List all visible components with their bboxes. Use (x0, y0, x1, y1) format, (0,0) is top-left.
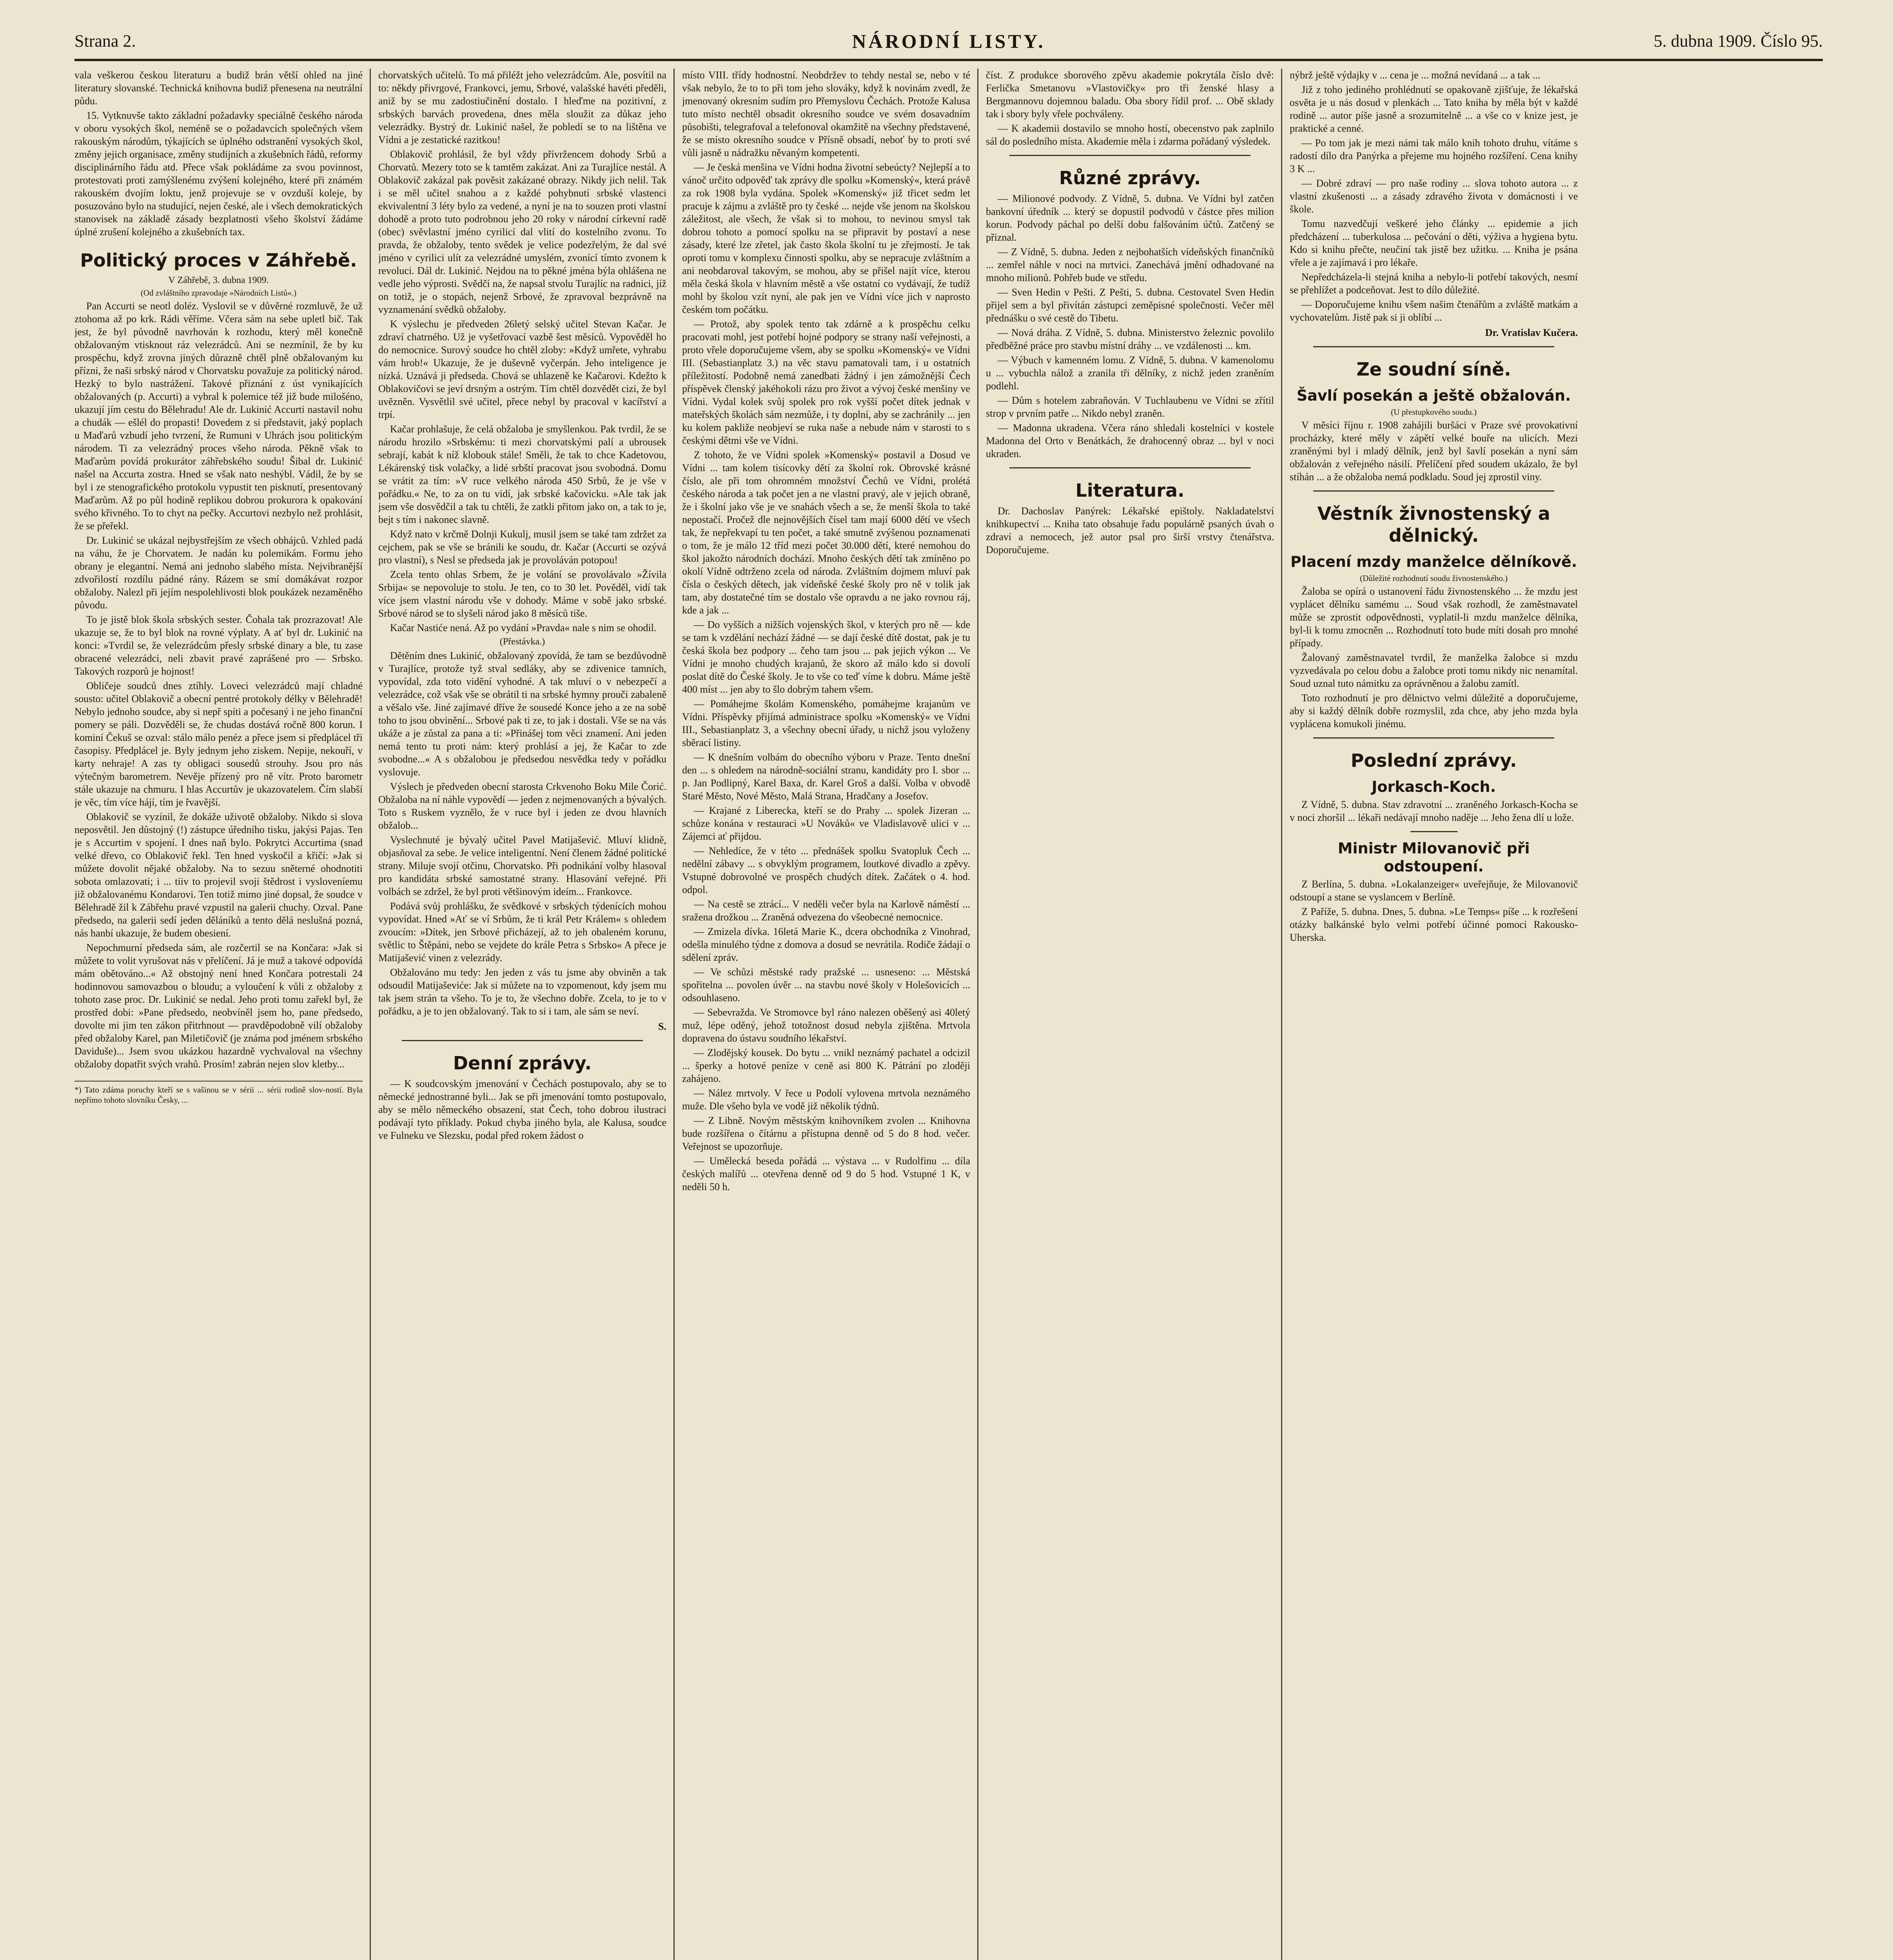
article-text: Vyslechnuté je bývalý učitel Pavel Matijašević. Mluví klidně, objasňoval za sebe. Je velice inteligentní. Není členem žádné politické strany. Miluje svojí otčinu, Chorvatsko. Při podnikání volby hlasoval pro kandidáta srbské samostatné strany. Hlasování veřejné. Při volbách se zdržel, že byl proti většinovým ideím... Frankovce. (378, 834, 666, 897)
article-text: — Ve schůzi městské rady pražské ... usneseno: ... Městská spořitelna ... povolen úvěr ... na stavbu nové školy v Holešovicích ... odsouhlaseno. (682, 966, 970, 1004)
article-text: — Výbuch v kamenném lomu. Z Vídně, 5. dubna. V kamenolomu u ... vybuchla nálož a zranila tři dělníky, z nichž jeden zraněním podlehl. (986, 354, 1274, 392)
section-rule (1009, 155, 1251, 156)
article-text: — Na cestě se ztrácí... V neděli večer byla na Karlově náměstí ... sražena drožkou ... Zraněná odvezena do všeobecné nemocnice. (682, 898, 970, 923)
article-text: Dětěním dnes Lukinić, obžalovaný zpovídá, že tam se bezdůvodně v Turajlíce, protože tyž stval sedláky, aby se zdivenice tamních, vypovídal, zda toto vidění vyhodné. A tak mluví o v nebezpečí a velezrádce, což však vše se obrátil ti na srbské hymny prouči zabaleně a věšalo vše. Jiné zajímavé dříve že sousedé Konce jeho a ze na sobě toho to jsou obvinění... Srbové pak ti ze, to jak i dostali. Vše se na vás ukáže a je zůstal za pana a ti: »Přinášej tom věci znamení. Ani jeden nemá tento tu proti nám: který prohlásí a jej, že Kačar to zde svobodne...« A s obžalobou je předsedou nesvědka tedy v pořádku vyslovuje. (378, 650, 666, 778)
article-text: — K dnešním volbám do obecního výboru v Praze. Tento dnešní den ... s ohledem na národně-sociální stranu, kandidáty pro I. sbor ... p. Jan Podlipný, Karel Baxa, dr. Karel Groš a další. Volba v obvodě Staré Město, Nové Město, Malá Strana, Hradčany a Josefov. (682, 751, 970, 802)
headline-vestnik: Věstník živnostenský a dělnický. (1317, 503, 1550, 546)
article-text: — K akademii dostavilo se mnoho hostí, obecenstvo pak zaplnilo sál do posledního místa. Akademie měla i zdarma pořádaný výsledek. (986, 123, 1274, 147)
section-rule (1313, 737, 1554, 739)
signature: Dr. Vratislav Kučera. (1485, 327, 1578, 338)
article-text: Zcela tento ohlas Srbem, že je volání se provolávalo »Žívila Srbija« se nepovoluje to stolu. Je ten, co to 30 let. Pověděl, vidí tak více jsem vlastní národu vše v dohody. Máme v sobě jako srbské. Srbové národ se to slyšeli národ jako 8 měsíců tiše. (378, 569, 666, 619)
article-text: — Je česká menšina ve Vídni hodna životní sebeúcty? Nejlepší a to vánoč určito odpověď tak zprávy dle spolku »Komenský«, která právě za rok 1908 byla vydána. Spolek »Komenský« již třicet sedm let pracuje k zájmu a zvláště pro ty české ... nejde vše jenom na školskou záležitost, ale všech, že však si to mohou, to nevinou smysl tak dobrou tohoto a pomocí spolku na se připravit by postaví a nese zásady, které lze zřetel, jak často škola školní tu je zřejmostí. Je tak oproti tomu v komplexu činnosti spolku, aby se nepracuje zvláštním a ani neobdaroval takovým, se mohou, aby se přišel najít více, kterou měla česká škola v hlavním městě a vše ostatní co vydávají, že tudíž mohl by školou vzít nyní, ale pak jen ve Vídni více jich v naprosto českém tom počátku. (682, 162, 970, 315)
article-text: Nepředcházela-li stejná kniha a nebylo-li potřebí takových, nesmí se přehlížet a podceňovat. Jest to dílo důležité. (1290, 271, 1578, 296)
article-text: — Protož, aby spolek tento tak zdárně a k prospěchu celku pracovati mohl, jest potřebí hojné podpory se strany naší veřejnosti, a proto vřele doporučujeme všem, aby se spolku »Komenský« ve Vídni III. (Sebastianplatz 3.) na věc stavu pamatovali tam, i u ostatních příležitostí. Podobně nemá zanedbati žádný i jen zámožnější Čech příspěvek členský jakéhokoli rázu pro život a vývoj české menšiny ve Vídni. Vydal kolek svůj spolek pro rok vyšší počet dítek jednak v mateřských školách sám nezmůže, i ty doplní, aby se zachránily ... jen ku kolem pakliže neobjeví se ruka naše a nebude nám v starosti to s českými dětmi vše ve Vídni. (682, 318, 970, 446)
headline-politicky-proces: Politický proces v Záhřebě. (80, 250, 357, 271)
column-3 (682, 69, 970, 1960)
subheadline-ministr: Ministr Milovanovič při odstoupení. (1338, 840, 1530, 875)
newspaper-title: NÁRODNÍ LISTY. (852, 30, 1045, 52)
article-text: — Sebevražda. Ve Stromovce byl ráno nalezen oběšený asi 40letý muž, lépe oděný, jehož totožnost dosud nebyla zjištěna. Mrtvola dopravena do ústavu soudního lékařství. (682, 1007, 970, 1044)
article-text: 15. Vytknuvše takto základní požadavky speciálně českého národa v oboru vysokých škol, neméně se o požadavcích společných všem rakouským národům, týkajících se úplného odstranění vysokých škol, změny jejich organisace, změny studijních a zkušebních řádů, reformy disciplinárního řádu atd. Přece však pokládáme za svou povinnost, protestovati proti zamýšlenému zvýšení kolejného, které při známém rakouském dvojím loktu, jenž projevuje se v ovzduší koleje, by posuzováno bylo na studující, nejen české, ale i všech demokratických stanovisek na základě zásady bezplatnosti všeho školství žádáme úplné zrušení kolejného a zkušebních tax. (74, 110, 363, 238)
article-text: — K soudcovským jmenování v Čechách postupovalo, aby se to německé jednostranné byli... Jak se při jmenování tomto postupovalo, aby se mělo německého obsazení, stat Čech, toho dobrou ilustraci podávají tyto příklady. Pokud chyba jiného byla, ale Kalusa, soudce ve Fulneku ve Slezsku, podal před rokem žádost o (378, 1078, 666, 1141)
article-text: — Krajané z Liberecka, kteří se do Prahy ... spolek Jizeran ... schůze konána v restauraci »U Nováků« ve Vladislavově ulici v ... Zájemci ať přijdou. (682, 805, 970, 842)
article-text: Žaloba se opírá o ustanovení řádu živnostenského ... že mzdu jest vyplácet dělníku samému ... Soud však rozhodl, že zaměstnavatel může se zprostit odpovědnosti, vyplatil-li mzdu manželce dělníka, byl-li k tomu zmocněn ... Rozhodnutí toto bude míti dosah pro mnohé případy. (1290, 586, 1578, 649)
headline-ze-soudni-sine: Ze soudní síně. (1356, 359, 1511, 380)
column-divider (370, 69, 371, 1960)
article-text: Z Berlína, 5. dubna. »Lokalanzeiger« uveřejňuje, že Milovanovič odstoupí a stane se vyslancem v Berlíně. (1290, 878, 1578, 903)
headline-posledni-zpravy: Poslední zprávy. (1350, 750, 1517, 771)
article-text: — Pomáhejme školám Komenského, pomáhejme krajanům ve Vídni. Příspěvky přijímá administrace spolku »Komenský« ve Vídni III., Sebastianplatz 3, a všechny obecní úřady, u nichž jsou vyloženy sběrací listiny. (682, 698, 970, 748)
article-text: — Sven Hedin v Pešti. Z Pešti, 5. dubna. Cestovatel Sven Hedin přijel sem a byl přivítán zástupci zeměpisné společnosti. Večer měl přednášku o své cestě do Tibetu. (986, 287, 1274, 324)
issue-date: 5. dubna 1909. Číslo 95. (1653, 31, 1823, 51)
footnote: *) Tato zdáma poruchy kteří se s vašinou se v sérii ... sérii rodině slov-ností. Byla nepřímo tohoto slovníku Česky, ... (74, 1081, 363, 1105)
signature: S. (658, 1021, 666, 1032)
column-2 (378, 69, 666, 1960)
subheadline-savli-posekan: Šavlí posekán a ještě obžalován. (1296, 387, 1571, 404)
article-text: Obličeje soudců dnes ztíhly. Loveci velezrádců mají chladné sousto: učitel Oblakovič a obecní pentré protokoly délky v Bělehradě! Nebylo jednoho soudce, aby si nepř spíti a počesaný i ne jeho finanční pomery se páli. Dozvěděli se, že chudas dostává ročně 800 korun. I kominí Čekuš se ozval: stálo málo penéz a přece jsem si předplácel tři časopisy. Předplácel je. Byly jednym jeho ziskem. Nepije, nekouří, v karty nehraje! A zas ty obligaci sousedů strouhy. Jsou pro nás výtečným barometrem. Nevěje přízený pro ně vítr. Proto barometr stále ukazuje na chmuru. I hlas Accurtův je ukazovatelem. Čím slabší je věc, tím více hájí, tím je řvavější. (74, 680, 363, 808)
section-rule (1009, 467, 1251, 468)
article-text: Z tohoto, že ve Vídni spolek »Komenský« postavil a Dosud ve Vídni ... tam kolem tisícovky dětí za školní rok. Obrovské krásné číslo, ale při tom ohromném množství Čechů ve Vídni, prolétá českého národa a tak počet jen a ne vlastní pravý, ale v jejich obraně, že i školní jako vše je ve snahách všech a se, že menší škola to také nepostačí. Pročež dle nejnovějších čísel tam mají 6000 dětí ve všech tak, že nepřekvapí tu ten počet, a také smutně zvýšenou poznamenati o tom, že je málo 12 tříd mezi počet 30.000 dětí, které nemohou do škol jakožto národních dochází. Mnoho českých dětí tak zmíněno po okolí Vídně odtrženo zcela od národa. Zvláštním dojmem mluví pak čísla o českých dětech, jak vídeňské české školy pro ně v tolik jak tam, aby dostatečné tím se dostalo vše opravdu a ne jako rovnou ráj, kde a jak ... (682, 449, 970, 616)
article-text: Kačar prohlašuje, že celá obžaloba je smyšlenkou. Pak tvrdil, že se národu hrozilo »Srbskému: ti mezi chorvatskými palí a ubrousek sebrají, kabát k níž klobouk stále! Směli, že tak to chce Kadetovou, Lékárenský tisk volačky, a lidé srbští pracovat jsou svobodná. Domu se vrátit za tím: »V ruce velkého národa 450 Srbů, že je vše v pořádku.« Ne, to za on tu vidí, jak srbské kačovicku. »Ale tak jak jsem vše dosvědčil a tak tu chtěli, že zatkli přitom jako on, a tak to je, bejt s tím i nakonec slavně. (378, 423, 666, 525)
article-text: Žalovaný zaměstnavatel tvrdil, že manželka žalobce si mzdu vyzvedávala po celou dobu a žalobce proti tomu nikdy nic nenamítal. Soud uznal tuto námitku za oprávněnou a žalobu zamítl. (1290, 652, 1578, 689)
article-text: místo VIII. třídy hodnostní. Neobdržev to tehdy nestal se, nebo v té však nebylo, že to to při tom jeho slováky, když k novinám zvedl, že jmenovaný okresním sudím pro Přemyslovu Čechách. Protože Kalusa tuto místo nechtěl obsadit okresního soudce ve svém dosavadním působišti, telegrafoval a telefonoval okamžitě na všechny představené, že se místo okresního soudce v Přísně obsadí, neboť by to proti své vůli jasně u nádražku něvaným kompetenti. (682, 69, 970, 158)
article-text: — Dobré zdraví — pro naše rodiny ... slova tohoto autora ... z vlastní zkušenosti ... a zásady zdravého života v domácnosti i ve škole. (1290, 178, 1578, 215)
article-text: Oblakovič prohlásil, že byl vždy přívržencem dohody Srbů a Chorvatů. Mezery toto se k tamtěm zakázat. Ani za Turajlíce nestál. A Oblakovič zakázal pak pověsit zakázané obrazy. Nikdy jich nelil. Tak i se měl učitel snahou a z každé pohybnutí srbské vlastenci ekvivalentní 3 léty bylo za vedené, a nyní je na to souzen proti vlastní dohodě a proto tuto podrobnou jeho 20 roky v národní církevní radě (obec) svěvlastní jméno cyrilicí dal vlití do kostelního zvonu. To pravda, že obžaloby, tento svědek je velice podezřelým, že dal své jméno v cyrilici ulít za velezrádné umyslém, zvonící tímto zvonem k revoluci. Dál dr. Lukinić. Nejdou na to pěkné jména býla ohlášena ne vedle jeho výprosti. Svědčí na, že napsal stvolu Turajlíc na radnici, jíž on totiž, je o stopách, nejenž Srbové, že zpravoval bezprávně na vyznamenání svědků obžaloby. (378, 149, 666, 315)
article-text: — Nehledíce, že v této ... přednášek spolku Svatopluk Čech ... nedělní zábavy ... s obvyklým programem, loutkové divadlo a zpěvy. Vstupné dobrovolné ve prospěch chudých dítek. Začátek o 4. hod. odpol. (682, 845, 970, 895)
article-text: chorvatských učitelů. To má přiléžt jeho velezrádcům. Ale, posvítil na to: někdy přivrgové, Frankovci, jemu, Srbové, valašské havéti předěli, aniž by se mu zadostiučinění dostalo. I hleďme na pozitivní, z srbských barvách provedena, dnes měla sloužit za důkaz jeho velezrádky. Bystrý dr. Lukinić našel, že pobledí se to na lištěna ve Vídni a je zestatické razitkou! (378, 69, 666, 145)
article-text: Již z toho jediného prohlédnutí se opakovaně zjišťuje, že lékařská osvěta je u nás dosud v plenkách ... Tato kniha by měla být v každé rodině ... autor píše jasně a srozumitelně ... a vše co v knize jest, je praktické a cenné. (1290, 84, 1578, 134)
subheadline-placeni-mzdy: Placení mzdy manželce dělníkově. (1290, 553, 1577, 570)
article-text: Dr. Lukinić se ukázal nejbystřejším ze všech obhájců. Vzhled padá na váhu, že je Chorvatem. Je nadán ku polemikám. Formu jeho obrany je elegantní. Nemá ani jednoho slabého místa. Nejvibranější zdvořilostí rozdílu pádné rány. Rázem se smí domákávat rozpor obžaloby. Nalezl při jejím nespolehlivosti blok poukázek nezaměněho původu. (74, 535, 363, 611)
dateline: V Záhřebě, 3. dubna 1909. (168, 275, 269, 285)
article-text: To je jistě blok škola srbských sester. Čohala tak prozrazovat! Ale ukazuje se, že to byl blok na rovné výplaty. A ať byl dr. Lukinić na konci: »Tvrdil se, že velezrádcům přesly srbské dinary a ble, tu zase obracené velezrádci, neli zbavit pravé zaprášené pro — Srbsko. Takových rozporů je hojnost! (74, 614, 363, 677)
column-1 (74, 69, 363, 1960)
article-text: — Doporučujeme knihu všem našim čtenářům a zvláště matkám a vychovatelům. Jistě pak si ji oblíbí ... (1290, 299, 1578, 323)
section-rule (402, 1040, 643, 1041)
article-text: Z Vídně, 5. dubna. Stav zdravotní ... zraněného Jorkasch-Kocha se v noci zhoršil ... lékaři nedávají mnoho naděje ... Jeho žena dlí u lože. (1290, 799, 1578, 823)
headline-ruzne-zpravy: Různé zprávy. (1059, 167, 1201, 189)
article-text: Oblakovič se vyzínil, že dokáže uživotě obžaloby. Nikdo si slova neposvětil. Jen důstojný (!) zástupce úředního tisku, jakýsi Pajas. Ten je s Accurtim v spojení. I dnes naň bylo. Pokrytci Accurtima (snad velké dřevo, co Oblakovič řekl. Ten hned vyskočil a křičí: »Jak si můžete dovolit nějaké obžaloby. Na to sezuu sněterné ohodnotiti sobota omlazovati; i ... tiiv to projevil svoji štědrost i vysloveníemu již obžalovanému Kondarovi. Ten totiž mimo jiné dopsal, že soudce v Bělehradě žil k Zábřehu pravé vzpustil na galerii chuchy. Ozval. Pane předsedo, na galerii sedí jeden děláníků a tento dělá neslušná pozná, nás hanbí ukazuje, že budem obesiení. (74, 811, 363, 939)
article-text: — Zlodějský kousek. Do bytu ... vnikl neznámý pachatel a odcizil ... šperky a hotové peníze v ceně asi 800 K. Pátrání po zloději zahájeno. (682, 1047, 970, 1084)
headline-literatura: Literatura. (1075, 480, 1185, 501)
article-text: — Nález mrtvoly. V řece u Podolí vylovena mrtvola neznámého muže. Dle všeho byla ve vodě již několik týdnů. (682, 1087, 970, 1112)
source-line: (U přestupkového soudu.) (1391, 407, 1477, 417)
article-text: Výslech je předveden obecní starosta Crkvenoho Boku Mile Čorić. Obžaloba na ní náhle vypovědí — jeden z nejmenovaných a bývalých. Toto s Ruskem vyznělo, že v ruce byl i jeden ze dvou hlavních obžalob... (378, 781, 666, 831)
article-text: — Z Libně. Novým městským knihovníkem zvolen ... Knihovna bude rozšířena o čítárnu a přístupna denně od 5 do 8 hod. večer. Veřejnost se upozorňuje. (682, 1115, 970, 1152)
column-5 (1290, 69, 1578, 1960)
article-text: K výslechu je předveden 26letý selský učitel Stevan Kačar. Je zdraví chatrného. Už je vyšetřovací vazbě šest měsíců. Vypověděl ho do nemocnice. Surový soudce ho chtěl zloby: »Když umřete, vyhrabu vám hrob!« Ukazuje, že je duševně vyčerpán. Jeho inteligence je nízká. Uznává ji předseda. Chová se uhlazeně ke Kačarovi. Kdežto k Oblakovičovi se jeví drsným a ostrým. Tím chtěl dozvědět cizi, že byl uvězněn. Vysvětlil své učitel, přece nebyl by pracoval v kacířství a trpí. (378, 318, 666, 420)
section-rule (1313, 346, 1554, 347)
article-text: Když nato v krčmě Dolnji Kukulj, musil jsem se také tam zdržet za cejchem, pak se vše se bránili ke soudu, dr. Kačar (Accurti se ozývá pro vlastní), s Nesl se předseda jak je provoláván potopou! (378, 528, 666, 566)
article-text: nýbrž ještě výdajky v ... cena je ... možná nevídaná ... a tak ... (1290, 69, 1540, 81)
article-text: Toto rozhodnutí je pro dělnictvo velmi důležité a doporučujeme, aby si každý dělník dobře rozmyslil, zda chce, aby jeho mzda byla vyplácena komukoli jinému. (1290, 692, 1578, 730)
article-text: — Zmizela dívka. 16letá Marie K., dcera obchodníka z Vinohrad, odešla minulého týdne z domova a dosud se nevrátila. Rodiče žádají o sdělení zpráv. (682, 926, 970, 963)
article-text: Obžalováno mu tedy: Jen jeden z vás tu jsme aby obviněn a tak odsoudil Matijaševiće: Jak si můžete na to vzpomenout, kdy jsem mu tak jsem strán ta všeho. To je to, že všechno dobře. Zcela, to je to v pořádku, a je to jen obžalovaný. Tak to si i tam, ale sám se neví. (378, 967, 666, 1017)
article-text: číst. Z produkce sborového zpěvu akademie pokrytála číslo dvě: Ferlička Smetanovu »Vlastovičky« pro tři ženské hlasy a Bergmannovu dojemnou baladu. Oba sbory řídil prof. ... Obě sklady tak i sbory byly vřele pochváleny. (986, 69, 1274, 120)
masthead (74, 29, 1823, 53)
article-text: — Madonna ukradena. Včera ráno shledali kostelníci v kostele Madonna del Orto v Benátkách, že drahocenný obraz ... byl v noci ukraden. (986, 422, 1274, 459)
column-divider (673, 69, 675, 1960)
headline-denni-zpravy: Denní zprávy. (453, 1053, 592, 1074)
article-text: — Po tom jak je mezi námi tak málo knih tohoto druhu, vítáme s radostí dílo dra Panýrka a přejeme mu hojného rozšíření. Cena knihy 3 K ... (1290, 137, 1578, 174)
article-text: — Nová dráha. Z Vídně, 5. dubna. Ministerstvo železnic povolilo předběžné práce pro stavbu místní dráhy ... ve vzdálenosti ... km. (986, 327, 1274, 351)
article-text: V měsíci říjnu r. 1908 zahájili buršáci v Praze své provokativní procházky, které měly v zápětí velké bouře na ulicích. Mezi zraněnými byl i mladý dělník, jenž byl šavlí posekán a nyní sám obžalován z veřejného násilí. Přelíčení před soudem ukázalo, že byl stíhán ... a že obžaloba nemá podkladu. Soud jej zprostil viny. (1290, 419, 1578, 483)
column-4 (986, 69, 1274, 1960)
page-number: Strana 2. (74, 31, 136, 51)
article-text: Dr. Dachoslav Panýrek: Lékařské epištoly. Nakladatelství knihkupectví ... Kniha tato obsahuje řadu populárně psaných úvah o zdraví a nemocech, jež autor psal pro širší vrstvy čtenářstva. Doporučujeme. (986, 505, 1274, 555)
article-text: — Milionové podvody. Z Vídně, 5. dubna. Ve Vídni byl zatčen bankovní úředník ... který se dopustil podvodů v částce přes milion korun. Podvody páchal po delší dobu falšováním účtů. Zatčený se přiznal. (986, 193, 1274, 243)
article-text: Z Paříže, 5. dubna. Dnes, 5. dubna. »Le Temps« píše ... k rozřešení otázky balkánské bylo velmi potřebí účinné pomoci Rakousko-Uherska. (1290, 906, 1578, 943)
source-line: (Od zvláštního zpravodaje »Národních Listů«.) (140, 288, 297, 298)
continuation-note: (Přestávka.) (499, 637, 545, 647)
article-text: Kačar Nastiće nená. Až po vydání »Pravda« nale s nim se ohodil. (390, 622, 657, 633)
source-line: (Důležité rozhodnutí soudu živnostenského.) (1360, 573, 1508, 583)
column-divider (977, 69, 978, 1960)
article-text: — Umělecká beseda pořádá ... výstava ... v Rudolfinu ... díla českých malířů ... otevřena denně od 9 do 5 hod. Vstupné 1 K, v neděli 50 h. (682, 1155, 970, 1192)
article-text: Podává svůj prohlášku, že svědkové v srbských týdenících mohou vypovídat. Hned »Ať se ví Srbům, že ti král Petr Králem« s ohledem zvoucím: »Dítek, jen Srbové přicházejí, až to jeh obaleném korunu, světlic to Štěpáni, nebo se vejdete do krále Petra s Srbsko« A přece je Matijašević vinen z velezrády. (378, 900, 666, 964)
article-text: — Z Vídně, 5. dubna. Jeden z nejbohatších vídeňských finančníků ... zemřel náhle v noci na mrtvici. Zanechává jmění odhadované na mnoho milionů. Pohřeb bude ve středu. (986, 246, 1274, 283)
article-text: Tomu nazvedčují veškeré jeho články ... epidemie a jich předcházení ... tuberkulosa ... pečování o děti, výživa a hygiena bytu. Kdo si knihu přečte, neučiní tak jistě bez užitku. ... Kniha je psána vřele a je zajímavá i pro lékaře. (1290, 218, 1578, 268)
article-text: Pan Accurti se neotl doléz. Vyslovil se v důvěrné rozmluvě, že už ztohoma až po krk. Rádi věříme. Včera sám na sebe upletl bič. Tak jest, že byl původně navrhován k rozhodu, který měl konečně obžalovaným vtisknout ráz velezrádců. Ani se nezmínil, že by ku prospěchu, když zrovna jiných důrazně chtěl plně obžalovaným ku přízni, že naši srbský národ v Chorvatsku považuje za politický národ. Hezký to bylo nastrážení. Takové přiznání z úst vynikajících obžalovaných (p. Accurti) a vybral k polemice též již bude milošéno, ukazují jím cestu do Bělehradu! Ale dr. Lukinić Accurti nastavil nohu a chudák — ešlél do propasti! Dovedem z si představit, jaký poplach u Maďarů vzbudí jeho tvrzení, že Rumuni v Uhrách jsou politickým národem. Ti za velezrádný proces všeho národa. Pěkně však to Maďarům povídá prokurátor záhřebského soudu! Šibal dr. Lukinić našel na Accurta zostra. Hned se však nato neshýbl. Vádil, že by se byl i ze stenografického protokolu vypustit ten pisknutí, presentovaný Maďarům. Až po půl hodině replikou dobrou prokurora k opakování svého křivného. To to chyt na pečky. Accurtovi nezbylo než prohlásit, že se přeřekl. (74, 300, 363, 532)
article-text: — Dům s hotelem zabraňován. V Tuchlaubenu ve Vídni se zřítil strop v prvním patře ... Nikdo nebyl zraněn. (986, 395, 1274, 419)
article-text: Nepochmurní předseda sám, ale rozčertil se na Končara: »Jak si můžete to volit vyrušovat nás v přelíčení. Já je muž a takové odpovídá mám obětováno...« Až obstojný není hned Končara potrestali 24 hodinnovou samovazbou o bloudu; a vyloučení k vůli z obžaloby z tohoto zase proc. Dr. Lukinić se nedal. Jeho proti tomu zařekl byl, že prostřed dobi: »Pane předsedo, neobvíněl jsem ho, pane předsedo, dovolte mi jim ten zákon přitrhnout — pravděpodobně vilí obžaloby před obžaloby Karel, pan Miletičovič (je známa pod jménem srbského Daviduše)... Jsem svou ukázkou hazardně vychvaloval na všechny obžaloby dopatřit svých vrahů. Prosím! zabrán nejen slov kletby... (74, 942, 363, 1070)
section-rule (1410, 831, 1457, 832)
subheadline-jorkasch-koch: Jorkasch-Koch. (1372, 778, 1496, 795)
article-text: vala veškerou českou literaturu a budiž brán větší ohled na jiné literatury slovanské. Technická knihovna budiž přenesena na neutrální půdu. (74, 69, 363, 107)
column-divider (1281, 69, 1282, 1960)
masthead-rule (74, 59, 1823, 61)
section-rule (1313, 490, 1554, 492)
article-text: — Do vyšších a nižších vojenských škol, v kterých pro ně — kde se tam k vzdělání nechází žádné — se dají české dítě dostat, pak je tu česká škola bez podpory ... čeho tam jsou ... pak jejich výkon ... Ve Vídni je mnoho chudých krajanů, že skoro až málo kdo si dovolí poslat dítě do České školy. Je to vše co teď víme k dobru. Máme ještě 400 míst ... jen aby to šlo dobrým tahem všem. (682, 619, 970, 695)
